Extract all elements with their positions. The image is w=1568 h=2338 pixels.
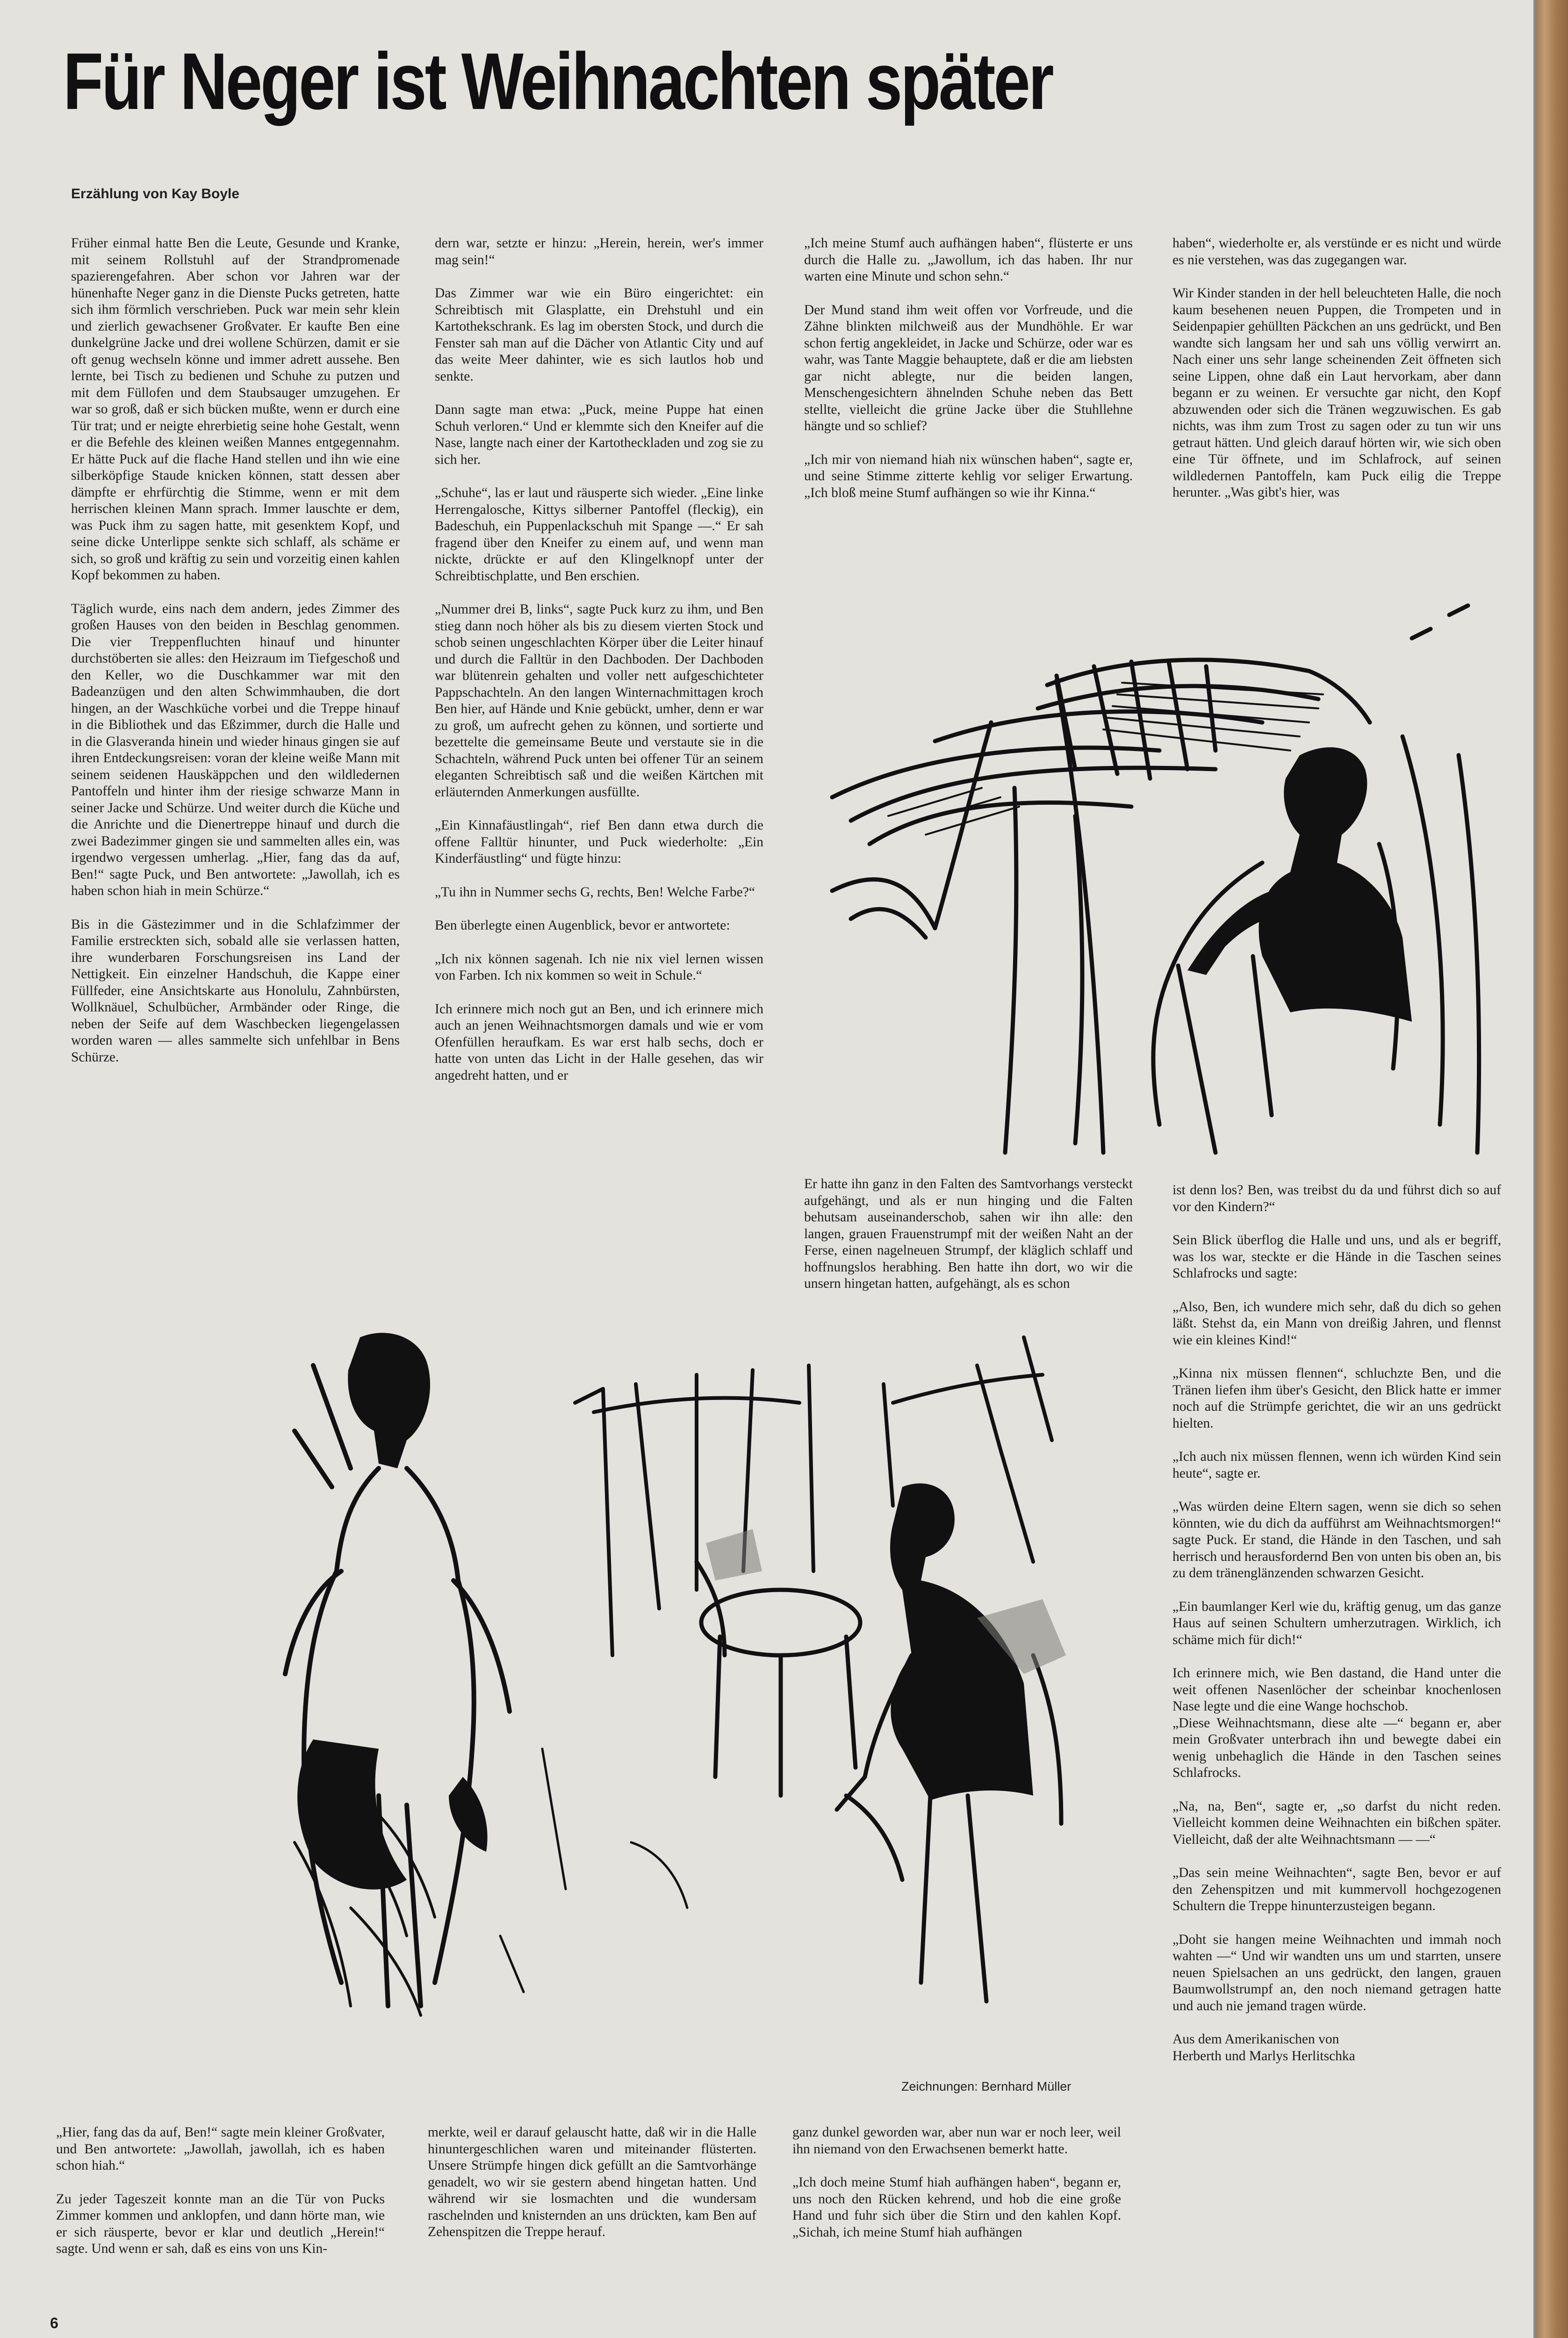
paragraph: „Tu ihn in Nummer sechs G, rechts, Ben! Welche Farbe?“ — [435, 884, 755, 900]
paragraph: „Na, na, Ben“, sagte er, „so darfst du nicht reden. Vielleicht kommen deine Weihnachten ein bißchen später. Vielleicht, daß der alte Weihnachtsmann — —“ — [1172, 1798, 1501, 1847]
paragraph: „Schuhe“, las er laut und räusperte sich wieder. „Eine linke Herrengalosche, Kittys silberner Pantoffel (fleckig), ein Badeschuh, ein Puppenlackschuh mit Spange —.“ Er sah fragend über den Kneifer zu einem auf, und wenn man nickte, drückte er auf den Klingelknopf unter der Schreibtischplatte, und Ben erschien. — [435, 485, 763, 584]
paragraph: dern war, setzte er hinzu: „Herein, herein, wer's immer mag sein!“ — [435, 236, 763, 267]
page-number: 6 — [50, 2315, 58, 2331]
paragraph: Zu jeder Tageszeit konnte man an die Tür von Pucks Zimmer kommen und anklopfen, und dann hörte man, wie er sich räusperte, bevor er klar und deutlich „Herein!“ sagte. Und wenn er sah, daß es eins von uns Kin- — [56, 2191, 385, 2256]
paragraph: „Ich doch meine Stumf hiah aufhängen haben“, begann er, uns noch den Rücken kehrend, und hob die eine große Hand und fuhr sich über die Stirn und den kahlen Kopf. „Sichah, ich meine Stumf hiah aufhängen — [792, 2175, 1121, 2240]
paragraph: Wir Kinder standen in der hell beleuchteten Halle, die noch kaum besehenen neuen Puppen, die Trompeten und in Seidenpapier gehüllten Päckchen an uns gedrückt, und Ben wandte sich langsam her und sah uns völlig verwirrt an. Nach einer uns sehr lange scheinenden Zeit öffneten sich seine Lippen, ohne daß ein Laut hervorkam, aber dann begann er zu weinen. Er versuchte gar nicht, den Kopf abzuwenden oder sich die Tränen wegzuwischen. Es gab nichts, was ihm zum Trost zu sagen oder zu tun wir uns getraut hätten. Und gleich darauf hörten wir, wie sich oben eine Tür öffnete, und im Schlafrock, auf seinen wildledernen Pantoffeln, kam Puck eilig die Treppe herunter. „Was gibt's hier, was — [1172, 286, 1501, 500]
text-column-9 — [792, 2124, 1121, 2241]
article-headline: Für Neger ist Weihnachten später — [63, 36, 1052, 126]
paragraph: „Das sein meine Weihnachten“, sagte Ben, bevor er auf den Zehenspitzen und mit kummervoll hochgezogenen Schultern die Treppe hinunterzusteigen begann. — [1172, 1865, 1501, 1913]
paragraph: Der Mund stand ihm weit offen vor Vorfreude, und die Zähne blinkten milchweiß aus der Mundhöhle. Er war schon fertig angekleidet, in Jacke und Schürze, oder war es wahr, was Tante Maggie behauptete, daß er die am liebsten gar nicht ablegte, nur die beiden langen, Menschengesichtern ähnelnden Schuhe neben das Bett stellte, vielleicht die grüne Jacke über die Stuhllehne hängte und so schlief? — [804, 302, 1133, 433]
paragraph: „Ein baumlanger Kerl wie du, kräftig genug, um das ganze Haus auf seinen Schultern umherzutragen. Wirklich, ich schäme mich für dich!“ — [1172, 1599, 1501, 1647]
article-byline: Erzählung von Kay Boyle — [71, 186, 240, 202]
magazine-page-edge — [1535, 0, 1568, 2338]
paragraph: „Nummer drei B, links“, sagte Puck kurz zu ihm, und Ben stieg dann noch höher als bis zu diesem vierten Stock und schob seinen ungeschlachten Körper über die Leiter hinauf und durch die Falltür in den Dachboden. Der Dachboden war blütenrein gehalten und voller nett aufgeschichteter Pappschachteln. An den langen Winternachmittagen kroch Ben hier, auf Hände und Knie gebückt, umher, denn er war zu groß, um aufrecht gehen zu können, und sortierte und bezettelte die gemeinsame Beute und verstaute sie in die Schachteln, während Puck unten bei offener Tür an seinem eleganten Schreibtisch saß und die weißen Kärtchen mit erläuternden Anmerkungen ausfüllte. — [435, 602, 763, 800]
paragraph: Ich erinnere mich, wie Ben dastand, die Hand unter die weit offenen Nasenlöcher der scheinbar knochenlosen Nase legte und die eine Wange hochschob. „Diese Weihnachtsmann, diese alte —“ begann er, aber mein Großvater unterbrach ihn und bewegte dabei ein wenig unbehaglich die Hände in den Taschen seines Schlafrocks. — [1172, 1666, 1501, 1780]
text-column-4 — [1172, 235, 1501, 501]
paragraph: „Doht sie hangen meine Weihnachten und immah noch wahten —“ Und wir wandten uns um und starrten, unsere neuen Spielsachen an uns gedrückt, den langen, grauen Baumwollstrumpf an, den noch niemand getragen hatte und auch nie jemand tragen würde. — [1172, 1932, 1501, 2013]
paragraph: „Hier, fang das da auf, Ben!“ sagte mein kleiner Großvater, und Ben antwortete: „Jawollah, jawollah, ich es haben schon hiah.“ — [56, 2125, 385, 2173]
text-column-1 — [71, 235, 400, 1066]
paragraph: haben“, wiederholte er, als verstünde er es nicht und würde es nie verstehen, was das zugegangen war. — [1172, 236, 1501, 267]
paragraph: Ich erinnere mich noch gut an Ben, und ich erinnere mich auch an jenen Weihnachtsmorgen damals und wie er vom Ofenfüllen heraufkam. Es war erst halb sechs, doch er hatte von unten das Licht in der Halle gesehen, das wir angedreht hatten, und er — [435, 1001, 763, 1083]
paragraph: „Ich mir von niemand hiah nix wünschen haben“, sagte er, und seine Stimme zitterte kehlig vor seliger Erwartung. „Ich bloß meine Stumf aufhängen so wie ihr Kinna.“ — [804, 452, 1133, 500]
paragraph: „Ein Kinnafäustlingah“, rief Ben dann etwa durch die offene Falltür hinunter, und Puck wiederholte: „Ein Kinderfäustling“ und fügte hinzu: — [435, 818, 763, 866]
paragraph: Das Zimmer war wie ein Büro eingerichtet: ein Schreibtisch mit Glasplatte, ein Drehstuhl und ein Kartothekschrank. Es lag im obersten Stock, und durch die Fenster sah man auf die Dächer von Atlantic City und auf das weite Meer dahinter, wie es sich lautlos hob und senkte. — [435, 286, 763, 384]
ink-drawing-ben-at-curtain — [795, 601, 1512, 1171]
paragraph: Früher einmal hatte Ben die Leute, Gesunde und Kranke, mit seinem Rollstuhl auf der Strandpromenade spazierengefahren. Aber schon vor Jahren war der hünenhafte Neger ganz in die Dienste Pucks getreten, hatte sich ihm förmlich verschrieben. Puck war mein sehr klein und zierlich gewachsener Großvater. Er kaufte Ben eine dunkelgrüne Jacke und drei wollene Schürzen, damit er sie oft genug wechseln könne und immer adrett aussehe. Ben lernte, bei Tisch zu bedienen und Schuhe zu putzen und mit dem Füllofen und dem Staubsauger umzugehen. Er war so groß, daß er sich bücken mußte, wenn er durch eine Tür trat; und er neigte ehrerbietig seine hohe Gestalt, wenn er die Befehle des kleinen weißen Mannes entgegennahm. Er hätte Puck auf die flache Hand stellen und ihn wie eine silberköpfige Staude knicken können, statt dessen aber dämpfte er ehrfürchtig die Stimme, wenn er mit dem herrischen kleinen Mann sprach. Immer lauschte er dem, was Puck ihm zu sagen hatte, mit gesenktem Kopf, und seine dicke Unterlippe senkte sich schlaff, als schäme er sich, so groß und kräftig zu sein und vorzeitig einen kahlen Kopf bekommen zu haben. — [71, 236, 400, 583]
paragraph: „Ich meine Stumf auch aufhängen haben“, flüsterte er uns durch die Halle zu. „Jawollum, ich das haben. Ihr nur warten eine Minute und schon sehn.“ — [804, 236, 1133, 284]
paragraph: Sein Blick überflog die Halle und uns, und als er begriff, was los war, steckte er die Hände in die Taschen seines Schlafrocks und sagte: — [1172, 1233, 1501, 1281]
text-column-7 — [56, 2124, 385, 2258]
text-column-2 — [435, 235, 763, 1084]
text-column-3 — [804, 235, 1133, 501]
paragraph: „Also, Ben, ich wundere mich sehr, daß du dich so gehen läßt. Stehst da, ein Mann von dreißig Jahren, und flennst wie ein kleines Kind!“ — [1172, 1299, 1501, 1348]
paragraph: Aus dem Amerikanischen von Herberth und Marlys Herlitschka — [1172, 2032, 1355, 2064]
paragraph: Dann sagte man etwa: „Puck, meine Puppe hat einen Schuh verloren.“ Und er klemmte sich den Kneifer auf die Nase, langte nach einer der Kartotheckladen und zog sie zu sich her. — [435, 402, 763, 467]
page-fold-line — [1533, 0, 1535, 2338]
paragraph: „Kinna nix müssen flennen“, schluchzte Ben, und die Tränen liefen ihm über's Gesicht, den Blick hatte er immer noch auf die Strümpfe gerichtet, die wir an uns gedrückt hielten. — [1172, 1366, 1501, 1431]
paragraph: „Was würden deine Eltern sagen, wenn sie dich so sehen könnten, wie du dich da aufführst am Weihnachtsmorgen!“ sagte Puck. Er stand, die Hände in den Taschen, und sah herrisch und herausfordernd Ben von unten bis oben an, bis zu dem tränenglänzenden schwarzen Gesicht. — [1172, 1499, 1501, 1580]
paragraph: merkte, weil er darauf gelauscht hatte, daß wir in die Halle hinuntergeschlichen waren und miteinander flüsterten. Unsere Strümpfe hingen dick gefüllt an die Samtvorhänge genadelt, wo wir sie gestern abend hingetan hatten. Und während wir sie losmachten und die wundersam raschelnden und knisternden an uns drückten, kam Ben auf Zehenspitzen die Treppe herauf. — [428, 2125, 756, 2239]
paragraph: ist denn los? Ben, was treibst du da und führst dich so auf vor den Kindern?“ — [1172, 1183, 1501, 1214]
paragraph: Täglich wurde, eins nach dem andern, jedes Zimmer des großen Hauses von den beiden in Beschlag genommen. Die vier Treppenfluchten hinauf und hinunter durchstöberten sie alles: den Heizraum im Tiefgeschoß und den Keller, wo die Duschkammer war mit den Badeanzügen und den alten Schwimmhauben, die dort hingen, an der Waschküche vorbei und die Treppe hinauf in die Bibliothek und das Eßzimmer, durch die Halle und in die Glasveranda hinein und wieder hinaus gingen sie auf ihren Entdeckungsreisen: voran der kleine weiße Mann mit seinem seidenen Hauskäppchen und den wildledernen Pantoffeln und hinter ihm der riesige schwarze Mann in seiner Jacke und Schürze. Und weiter durch die Küche und die Anrichte und die Dienertreppe hinauf und durch die zwei Badezimmer gingen sie und sammelten alles ein, was irgendwo vergessen umherlag. „Hier, fang das da auf, Ben!“ sagte Puck, und Ben antwortete: „Jawollah, ich es haben schon hiah in mein Schürze.“ — [71, 601, 400, 898]
text-column-8 — [428, 2124, 756, 2241]
paragraph: „Ich auch nix müssen flennen, wenn ich würden Kind sein heute“, sagte er. — [1172, 1449, 1501, 1481]
text-column-6 — [1172, 1182, 1501, 2064]
paragraph: ganz dunkel geworden war, aber nun war er noch leer, weil ihn niemand von den Erwachsenen bemerkt hatte. — [792, 2125, 1121, 2157]
paragraph: „Ich nix können sagenah. Ich nie nix viel lernen wissen von Farben. Ich nix kommen so weit in Schule.“ — [435, 951, 763, 983]
text-column-5 — [804, 1176, 1133, 1292]
paragraph: Bis in die Gästezimmer und in die Schlafzimmer der Familie erstreckten sich, sobald alle sie verlassen hatten, ihre wunderbaren Forschungsreisen ins Land der Nettigkeit. Ein einzelner Handschuh, die Kappe einer Füllfeder, eine Ansichtskarte aus Honolulu, Zahnbürsten, Wollknäuel, Schulbücher, Armbänder oder Ringe, die neben der Seife auf dem Waschbecken liegengelassen worden waren — alles sammelte sich unfehlbar in Bens Schürze. — [71, 916, 400, 1065]
ink-drawing-ben-and-puck — [51, 1328, 1127, 2062]
illustration-credit: Zeichnungen: Bernhard Müller — [901, 2079, 1072, 2093]
paragraph: Ben überlegte einen Augenblick, bevor er antwortete: — [435, 918, 730, 933]
paragraph: Er hatte ihn ganz in den Falten des Samtvorhangs versteckt aufgehängt, und als er nun hinging und die Falten behutsam auseinanderschob, sahen wir ihn alle: den langen, grauen Frauenstrumpf mit der weißen Naht an der Ferse, einen nagelneuen Strumpf, der kläglich schlaff und hoffnungslos herabhing. Ben hatte ihn dort, wo wir die unsern hingetan hatten, aufgehängt, als es schon — [804, 1176, 1133, 1291]
